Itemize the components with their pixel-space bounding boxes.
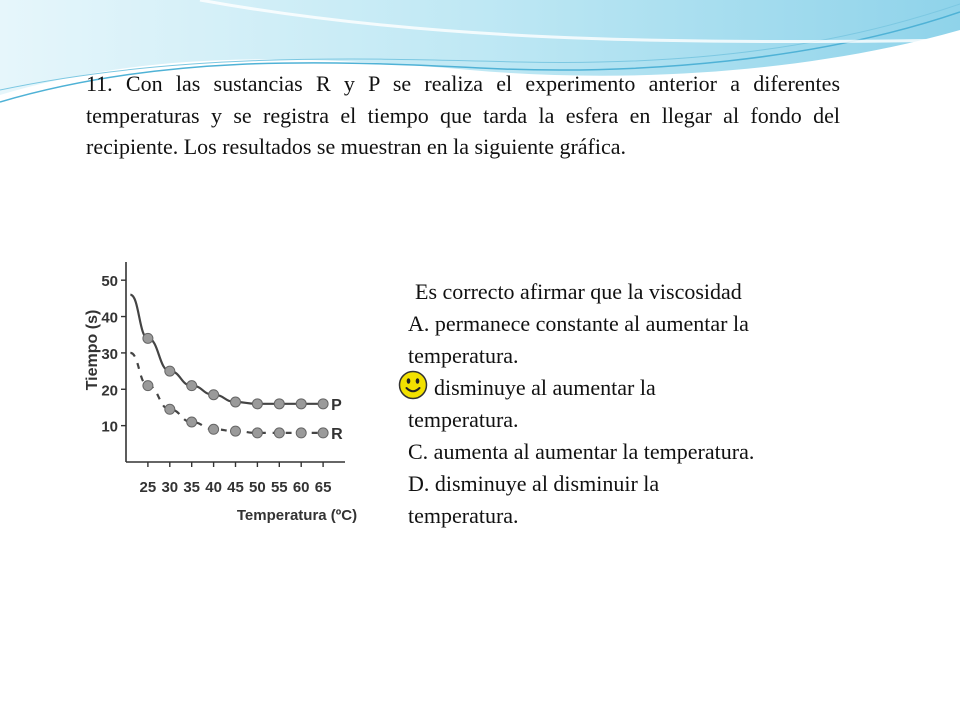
data-point-R [187,417,197,427]
data-point-R [143,381,153,391]
data-point-R [209,424,219,434]
option-c[interactable]: C. aumenta al aumentar la temperatura. [408,439,755,464]
data-point-P [187,381,197,391]
data-point-R [165,404,175,414]
x-tick-label: 60 [292,479,310,496]
data-point-P [274,399,284,409]
x-tick-label: 40 [205,479,222,496]
data-point-R [252,428,262,438]
smiley-face-icon [398,370,428,400]
chart-series [130,295,328,438]
answer-block [408,276,878,532]
question-text: 11. Con las sustancias R y P se realiza el experimento anterior a diferentes temperaturas y se registra el tiempo que tarda la esfera en llegar al fondo del recipiente. Los resultados se muestran en la siguiente gráfica. [86,71,840,159]
data-point-P [231,397,241,407]
data-point-P [209,390,219,400]
data-point-R [318,428,328,438]
option-d[interactable]: D. disminuye al disminuir la [408,471,660,496]
data-point-R [231,426,241,436]
option-d-continued: temperatura. [408,503,519,528]
data-point-P [296,399,306,409]
x-tick-label: 35 [183,479,201,496]
option-a[interactable]: A. permanece constante al aumentar la [408,311,749,336]
answer-stem: Es correcto afirmar que la viscosidad [415,279,742,304]
y-tick-label: 50 [101,273,118,291]
y-tick-label: 10 [101,418,118,436]
x-tick-label: 25 [139,479,157,496]
x-tick-label: 45 [227,479,244,496]
x-axis-title: Temperatura (ºC) [236,507,358,524]
chart-svg [75,246,359,548]
series-line-R [130,353,323,433]
data-point-R [296,428,306,438]
series-line-P [130,295,323,404]
series-label-P: P [331,396,342,414]
y-tick-label: 40 [101,309,118,327]
series-label-R: R [331,425,343,443]
viscosity-chart [75,246,359,548]
option-a-continued: temperatura. [408,343,519,368]
data-point-P [165,366,175,376]
chart-labels [84,273,357,524]
y-tick-label: 20 [101,382,118,400]
x-tick-label: 55 [270,479,288,496]
x-tick-label: 30 [161,479,179,496]
data-point-R [274,428,284,438]
y-axis-title: Tiempo (s) [84,309,101,391]
data-point-P [252,399,262,409]
data-point-P [143,333,153,343]
chart-axes [121,262,345,467]
option-b-continued: temperatura. [408,407,519,432]
option-b-label: disminuye al aumentar la [434,375,656,400]
y-tick-label: 30 [101,345,118,363]
x-tick-label: 50 [249,479,266,496]
option-b[interactable] [408,372,878,404]
data-point-P [318,399,328,409]
x-tick-label: 65 [314,479,332,496]
